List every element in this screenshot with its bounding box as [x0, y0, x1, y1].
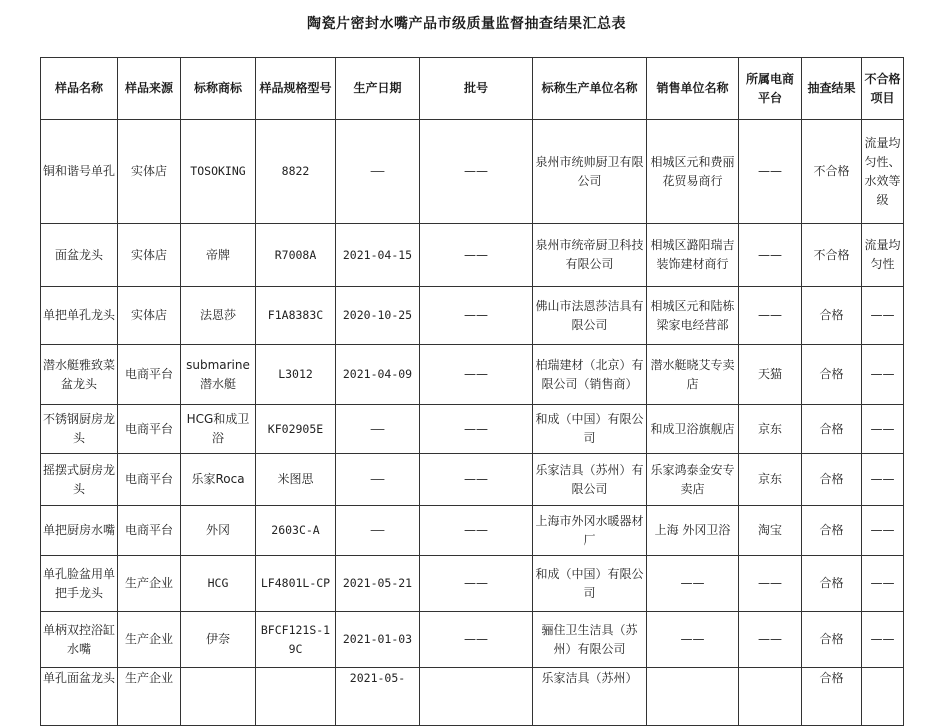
cell-sample-name: 面盆龙头 [41, 224, 118, 287]
cell-model: 8822 [256, 120, 336, 224]
cell-sample-name: 单孔脸盆用单把手龙头 [41, 556, 118, 612]
col-header-batch: 批号 [420, 58, 533, 120]
cell-sample-name: 单柄双控浴缸水嘴 [41, 612, 118, 668]
col-header-seller: 销售单位名称 [647, 58, 739, 120]
cell-manufacturer: 和成（中国）有限公司 [533, 556, 647, 612]
cell-trademark: HCG和成卫浴 [181, 405, 256, 454]
col-header-sample-source: 样品来源 [118, 58, 181, 120]
cell-model: KF02905E [256, 405, 336, 454]
cell-model: BFCF121S-19C [256, 612, 336, 668]
cell-failed-items: —— [862, 287, 904, 345]
cell-sample-source: 电商平台 [118, 454, 181, 506]
cell-sample-name: 潜水艇雅致菜盆龙头 [41, 345, 118, 405]
table-row [41, 668, 904, 726]
cell-manufacturer: 上海市外冈水暖器材厂 [533, 506, 647, 556]
col-header-trademark: 标称商标 [181, 58, 256, 120]
cell-seller: 相城区潞阳瑞吉装饰建材商行 [647, 224, 739, 287]
cell-platform: 京东 [739, 405, 802, 454]
cell-batch [420, 668, 533, 726]
cell-manufacturer: 乐家洁具（苏州）有限公司 [533, 454, 647, 506]
cell-failed-items: 流量均匀性 [862, 224, 904, 287]
cell-trademark: TOSOKING [181, 120, 256, 224]
cell-result: 合格 [802, 454, 862, 506]
cell-production-date: 2021-01-03 [336, 612, 420, 668]
cell-trademark: 法恩莎 [181, 287, 256, 345]
cell-production-date: —— [336, 506, 420, 556]
cell-manufacturer: 和成（中国）有限公司 [533, 405, 647, 454]
cell-model: L3012 [256, 345, 336, 405]
cell-manufacturer: 佛山市法恩莎洁具有限公司 [533, 287, 647, 345]
cell-batch: —— [420, 405, 533, 454]
cell-result: 合格 [802, 287, 862, 345]
cell-platform: —— [739, 224, 802, 287]
cell-sample-source: 生产企业 [118, 612, 181, 668]
cell-trademark [181, 668, 256, 726]
cell-platform: 天猫 [739, 345, 802, 405]
cell-seller: 和成卫浴旗舰店 [647, 405, 739, 454]
col-header-model: 样品规格型号 [256, 58, 336, 120]
cell-sample-source: 实体店 [118, 287, 181, 345]
cell-trademark: HCG [181, 556, 256, 612]
cell-production-date: 2021-05-21 [336, 556, 420, 612]
cell-model: 2603C-A [256, 506, 336, 556]
cell-production-date: 2021-04-15 [336, 224, 420, 287]
cell-sample-name: 不锈钢厨房龙头 [41, 405, 118, 454]
col-header-manufacturer: 标称生产单位名称 [533, 58, 647, 120]
cell-failed-items: —— [862, 556, 904, 612]
cell-seller: 相城区元和费丽花贸易商行 [647, 120, 739, 224]
table-row [41, 556, 904, 612]
results-table [40, 57, 904, 726]
col-header-result: 抽查结果 [802, 58, 862, 120]
cell-batch: —— [420, 224, 533, 287]
col-header-sample-name: 样品名称 [41, 58, 118, 120]
cell-seller [647, 668, 739, 726]
table-row [41, 287, 904, 345]
cell-failed-items: —— [862, 345, 904, 405]
cell-sample-name: 单把厨房水嘴 [41, 506, 118, 556]
col-header-production-date: 生产日期 [336, 58, 420, 120]
cell-batch: —— [420, 120, 533, 224]
cell-trademark: 外冈 [181, 506, 256, 556]
cell-manufacturer: 骊住卫生洁具（苏州）有限公司 [533, 612, 647, 668]
cell-manufacturer: 乐家洁具（苏州） [533, 668, 647, 726]
cell-batch: —— [420, 556, 533, 612]
cell-trademark: 伊奈 [181, 612, 256, 668]
cell-result: 合格 [802, 345, 862, 405]
cell-result: 合格 [802, 668, 862, 726]
col-header-platform: 所属电商平台 [739, 58, 802, 120]
cell-result: 合格 [802, 506, 862, 556]
cell-sample-name: 单孔面盆龙头 [41, 668, 118, 726]
cell-seller: 相城区元和陆栋梁家电经营部 [647, 287, 739, 345]
cell-batch: —— [420, 506, 533, 556]
page-title: 陶瓷片密封水嘴产品市级质量监督抽查结果汇总表 [307, 16, 626, 32]
cell-batch: —— [420, 612, 533, 668]
cell-manufacturer: 泉州市统帝厨卫科技有限公司 [533, 224, 647, 287]
table-row [41, 224, 904, 287]
col-header-failed-items: 不合格项目 [862, 58, 904, 120]
cell-failed-items: 流量均匀性、水效等级 [862, 120, 904, 224]
table-row [41, 120, 904, 224]
cell-model: R7008A [256, 224, 336, 287]
table-row [41, 612, 904, 668]
cell-model: F1A8383C [256, 287, 336, 345]
table-row [41, 405, 904, 454]
table-row [41, 454, 904, 506]
table-header-row [41, 58, 904, 120]
cell-result: 合格 [802, 556, 862, 612]
cell-batch: —— [420, 287, 533, 345]
cell-sample-source: 生产企业 [118, 556, 181, 612]
cell-production-date: 2021-05- [336, 668, 420, 726]
cell-sample-source: 实体店 [118, 224, 181, 287]
cell-trademark: 乐家Roca [181, 454, 256, 506]
cell-production-date: 2020-10-25 [336, 287, 420, 345]
cell-sample-name: 摇摆式厨房龙头 [41, 454, 118, 506]
table-row [41, 506, 904, 556]
cell-result: 不合格 [802, 224, 862, 287]
cell-sample-name: 铜和谐号单孔 [41, 120, 118, 224]
table-row [41, 345, 904, 405]
cell-batch: —— [420, 345, 533, 405]
cell-sample-source: 实体店 [118, 120, 181, 224]
cell-seller: 上海 外冈卫浴 [647, 506, 739, 556]
cell-trademark: submarine潜水艇 [181, 345, 256, 405]
cell-result: 不合格 [802, 120, 862, 224]
cell-failed-items: —— [862, 612, 904, 668]
cell-failed-items: —— [862, 454, 904, 506]
cell-sample-source: 生产企业 [118, 668, 181, 726]
cell-batch: —— [420, 454, 533, 506]
cell-sample-name: 单把单孔龙头 [41, 287, 118, 345]
cell-seller: 潜水艇晓艾专卖店 [647, 345, 739, 405]
cell-platform [739, 668, 802, 726]
cell-sample-source: 电商平台 [118, 345, 181, 405]
cell-manufacturer: 泉州市统帅厨卫有限公司 [533, 120, 647, 224]
cell-production-date: —— [336, 405, 420, 454]
cell-seller: —— [647, 612, 739, 668]
cell-platform: —— [739, 287, 802, 345]
cell-failed-items [862, 668, 904, 726]
cell-sample-source: 电商平台 [118, 506, 181, 556]
cell-seller: 乐家鸿泰金安专卖店 [647, 454, 739, 506]
cell-result: 合格 [802, 405, 862, 454]
cell-production-date: —— [336, 120, 420, 224]
cell-production-date: 2021-04-09 [336, 345, 420, 405]
cell-production-date: —— [336, 454, 420, 506]
cell-result: 合格 [802, 612, 862, 668]
cell-platform: 京东 [739, 454, 802, 506]
cell-model [256, 668, 336, 726]
cell-platform: —— [739, 556, 802, 612]
cell-platform: —— [739, 120, 802, 224]
cell-seller: —— [647, 556, 739, 612]
cell-sample-source: 电商平台 [118, 405, 181, 454]
cell-manufacturer: 柏瑞建材（北京）有限公司（销售商） [533, 345, 647, 405]
cell-model: LF4801L-CP [256, 556, 336, 612]
cell-failed-items: —— [862, 405, 904, 454]
cell-failed-items: —— [862, 506, 904, 556]
cell-trademark: 帝牌 [181, 224, 256, 287]
cell-model: 米图思 [256, 454, 336, 506]
cell-platform: 淘宝 [739, 506, 802, 556]
cell-platform: —— [739, 612, 802, 668]
